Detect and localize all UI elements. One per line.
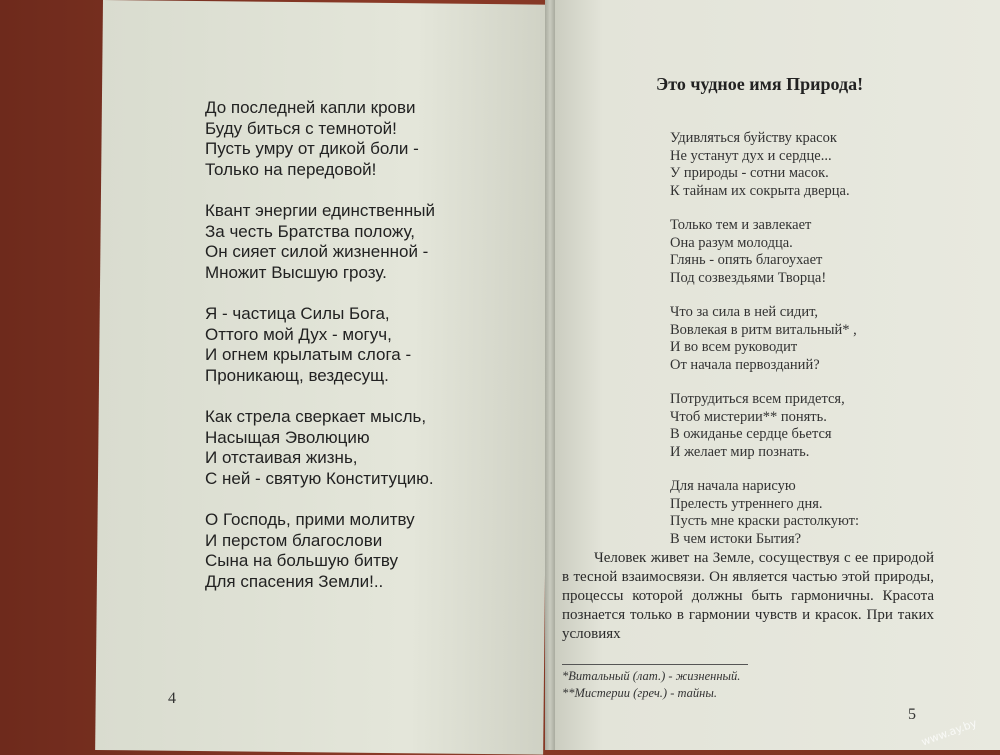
poem-line: Не устанут дух и сердце... [670,147,832,164]
poem-line: И во всем руководит [670,339,798,355]
stanza [205,510,525,592]
poem-line: Квант энергии единственный [205,201,435,220]
watermark: www.ay.by [919,716,979,749]
poem-title: Это чудное имя Природа! [656,74,864,94]
poem-line: Оттого мой Дух - могуч, [205,324,392,344]
poem-line: Что за сила в ней сидит, [670,304,818,320]
poem-line: Для начала нарисую [670,478,796,494]
stanza [205,98,525,180]
stanza [205,201,525,283]
poem-line: Она разум молодца. [670,234,793,251]
poem-line: За честь Братства положу, [205,221,415,241]
poem-line: Он сияет силой жизненной - [205,242,429,261]
poem-line: Потрудиться всем придется, [670,391,845,407]
poem-line: Глянь - опять благоухает [670,252,823,268]
poem-line: У природы - сотни масок. [670,165,829,181]
poem-line: Вовлекая в ритм витальный* , [670,321,857,338]
poem-line: Насыщая Эволюцию [205,427,370,447]
stanza [670,217,970,287]
prose-paragraph [562,549,934,644]
left-poem [205,98,525,613]
poem-line: До последней капли крови [205,98,416,117]
poem-line: О Господь, прими молитву [205,510,415,529]
poem-line: С ней - святую Конституцию. [205,468,434,488]
stanza [205,407,525,489]
page-number-right: 5 [908,706,916,723]
poem-line: Пусть умру от дикой боли - [205,139,419,158]
poem-line: Для спасения Земли!.. [205,571,384,591]
prose-text: Человек живет на Земле, сосуществуя с ее природой в тесной взаимосвязи. Он является частью этой природы, процессы которой должны быть гармоничны. Красота познается только в гармонии чувств и красок. При таких условиях [562,550,934,642]
poem-line: Под созвездьями Творца! [670,269,827,286]
book-spine [545,0,555,750]
stanza [670,130,970,200]
poem-line: Сына на большую битву [205,551,399,570]
stanza [670,478,970,548]
footnotes [562,668,740,702]
poem-line: В чем истоки Бытия? [670,530,802,547]
poem-line: Проникающ, вездесущ. [205,365,389,385]
poem-line: К тайнам их сокрыта дверца. [670,182,850,199]
poem-line: Чтоб мистерии** понять. [670,408,827,425]
poem-line: И желает мир познать. [670,443,810,460]
poem-line: Как стрела сверкает мысль, [205,407,427,426]
poem-line: Прелесть утреннего дня. [670,495,823,512]
footnote-1: *Витальный (лат.) - жизненный. [562,669,741,683]
poem-line: И перстом благослови [205,530,383,550]
poem-line: Удивляться буйству красок [670,130,837,146]
poem-line: От начала первозданий? [670,356,820,373]
stanza [670,304,970,374]
poem-line: Я - частица Силы Бога, [205,304,390,323]
stanza [205,304,525,386]
footnote-2: **Мистерии (греч.) - тайны. [562,686,717,700]
poem-line: Буду биться с темнотой! [205,118,397,138]
footnote-divider [562,664,748,665]
page-number-left: 4 [168,690,176,707]
right-poem [670,130,970,565]
poem-line: Только тем и завлекает [670,217,812,233]
poem-line: И огнем крылатым слога - [205,345,412,364]
stanza [670,391,970,461]
poem-line: И отстаивая жизнь, [205,448,358,467]
poem-line: В ожиданье сердце бьется [670,426,832,442]
poem-line: Пусть мне краски растолкуют: [670,513,859,529]
poem-line: Только на передовой! [205,159,377,179]
poem-line: Множит Высшую грозу. [205,262,387,282]
